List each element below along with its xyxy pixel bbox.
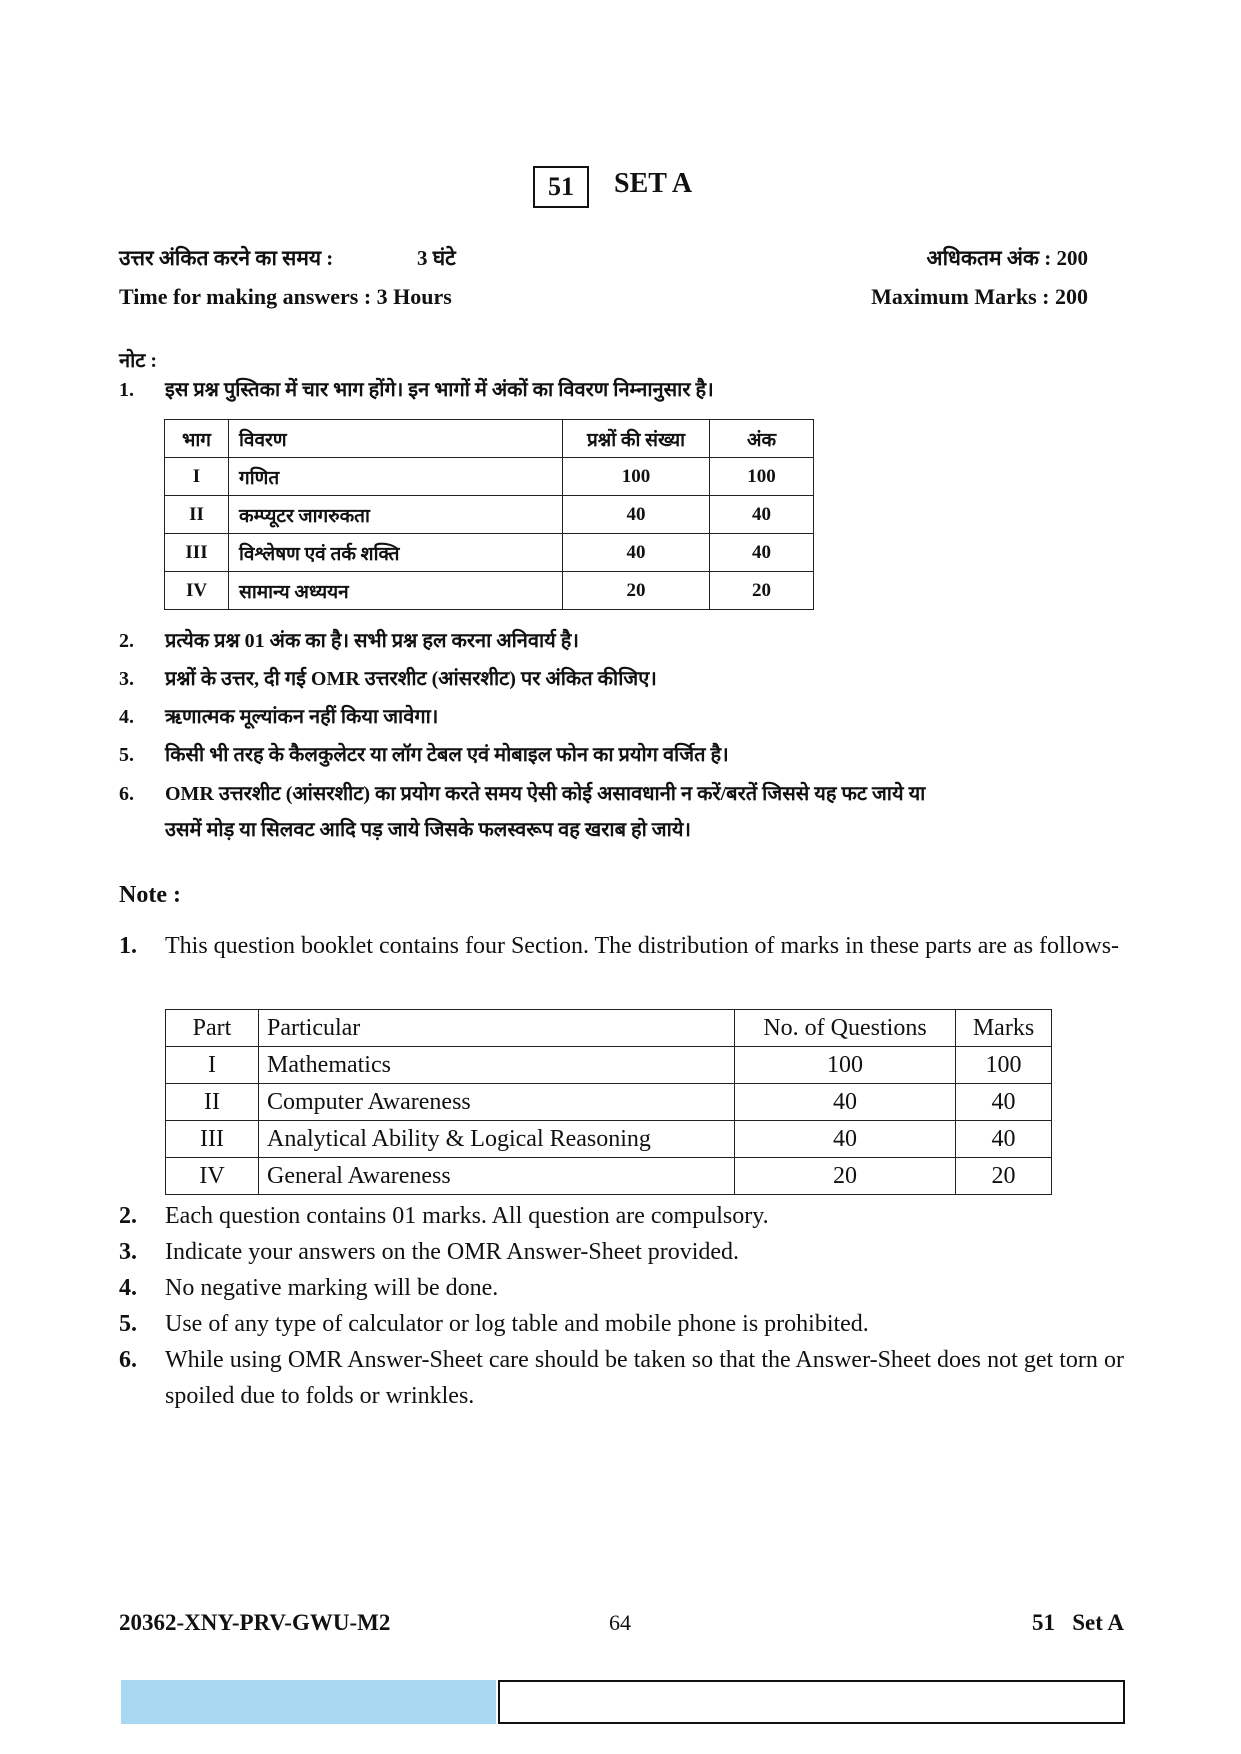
table-row <box>165 496 814 534</box>
marks-table-english <box>165 1009 1052 1195</box>
item-number: 2. <box>119 630 134 652</box>
table-row <box>166 1047 1052 1084</box>
item-text: OMR उत्तरशीट (आंसरशीट) का प्रयोग करते समय ऐसी कोई असावधानी न करें/बरतें जिससे यह फट जाये या <box>165 783 926 805</box>
item-number: 1. <box>119 379 134 401</box>
table-cell: 40 <box>710 534 814 572</box>
time-value-hindi: 3 घंटे <box>417 246 456 270</box>
item-number: 2. <box>119 1203 137 1229</box>
item-number: 5. <box>119 1311 137 1337</box>
item-text: Indicate your answers on the OMR Answer-Sheet provided. <box>165 1239 740 1265</box>
table-cell: 20 <box>956 1158 1052 1195</box>
table-header-cell: प्रश्नों की संख्या <box>563 420 710 458</box>
item-number: 5. <box>119 744 134 766</box>
table-header-cell: विवरण <box>229 420 563 458</box>
table-cell: 40 <box>563 534 710 572</box>
table-cell: 100 <box>735 1047 956 1084</box>
table-cell: 100 <box>710 458 814 496</box>
item-number: 3. <box>119 1239 137 1265</box>
table-cell: III <box>165 534 229 572</box>
table-cell: 40 <box>956 1084 1052 1121</box>
table-cell: कम्प्यूटर जागरुकता <box>229 496 563 534</box>
table-cell: II <box>165 496 229 534</box>
table-cell: 20 <box>735 1158 956 1195</box>
item-text: किसी भी तरह के कैलकुलेटर या लॉग टेबल एवं मोबाइल फोन का प्रयोग वर्जित है। <box>165 744 729 766</box>
table-header-row <box>165 420 814 458</box>
table-header-cell: Particular <box>259 1010 735 1047</box>
item-text: प्रत्येक प्रश्न 01 अंक का है। सभी प्रश्न हल करना अनिवार्य है। <box>165 630 579 652</box>
table-header-cell: Marks <box>956 1010 1052 1047</box>
max-marks-english: Maximum Marks : 200 <box>871 284 1088 309</box>
table-row <box>166 1121 1052 1158</box>
table-cell: General Awareness <box>259 1158 735 1195</box>
item-number: 3. <box>119 668 134 690</box>
table-cell: 100 <box>956 1047 1052 1084</box>
table-cell: गणित <box>229 458 563 496</box>
item-text: No negative marking will be done. <box>165 1275 499 1301</box>
item-text: उसमें मोड़ या सिलवट आदि पड़ जाये जिसके फलस्वरूप वह खराब हो जाये। <box>165 819 691 841</box>
table-cell: 40 <box>735 1084 956 1121</box>
marks-table-hindi <box>164 419 814 610</box>
item-number: 4. <box>119 706 134 728</box>
table-cell: विश्लेषण एवं तर्क शक्ति <box>229 534 563 572</box>
item-text: इस प्रश्न पुस्तिका में चार भाग होंगे। इन भागों में अंकों का विवरण निम्नानुसार है। <box>165 379 714 401</box>
time-label-hindi: उत्तर अंकित करने का समय : <box>119 246 334 270</box>
paper-code-box: 51 <box>533 166 589 208</box>
table-cell: 40 <box>710 496 814 534</box>
item-text: Use of any type of calculator or log table and mobile phone is prohibited. <box>165 1311 869 1337</box>
table-cell: IV <box>165 572 229 610</box>
item-text: This question booklet contains four Section. The distribution of marks in these parts are as follows- <box>165 933 1120 959</box>
table-cell: IV <box>166 1158 259 1195</box>
table-cell: 20 <box>710 572 814 610</box>
table-row <box>165 534 814 572</box>
item-number: 1. <box>119 933 137 959</box>
table-cell: 40 <box>563 496 710 534</box>
item-number: 6. <box>119 783 134 805</box>
table-cell: Analytical Ability & Logical Reasoning <box>259 1121 735 1158</box>
item-number: 4. <box>119 1275 137 1301</box>
footer-set-label: 51 Set A <box>1032 1610 1124 1635</box>
table-cell: I <box>165 458 229 496</box>
table-cell: 100 <box>563 458 710 496</box>
max-marks-hindi: अधिकतम अंक : 200 <box>926 246 1088 270</box>
footer-color-bar <box>121 1680 496 1724</box>
table-row <box>165 572 814 610</box>
table-row <box>166 1158 1052 1195</box>
item-text: Each question contains 01 marks. All question are compulsory. <box>165 1203 769 1229</box>
item-text: प्रश्नों के उत्तर, दी गई OMR उत्तरशीट (आंसरशीट) पर अंकित कीजिए। <box>165 668 657 690</box>
table-cell: 40 <box>735 1121 956 1158</box>
table-header-cell: भाग <box>165 420 229 458</box>
table-row <box>166 1084 1052 1121</box>
item-text: ऋणात्मक मूल्यांकन नहीं किया जावेगा। <box>165 706 439 728</box>
time-english: Time for making answers : 3 Hours <box>119 284 452 309</box>
set-label: SET A <box>614 168 693 199</box>
table-header-row <box>166 1010 1052 1047</box>
page-number: 64 <box>609 1610 631 1635</box>
footer-paper-code: 20362-XNY-PRV-GWU-M2 <box>119 1610 391 1635</box>
footer-empty-box <box>498 1680 1125 1724</box>
table-cell: I <box>166 1047 259 1084</box>
note-heading-hindi: नोट : <box>119 350 158 372</box>
item-number: 6. <box>119 1347 137 1373</box>
table-cell: Computer Awareness <box>259 1084 735 1121</box>
table-header-cell: Part <box>166 1010 259 1047</box>
table-cell: 40 <box>956 1121 1052 1158</box>
table-cell: III <box>166 1121 259 1158</box>
table-cell: 20 <box>563 572 710 610</box>
item-text: While using OMR Answer-Sheet care should be taken so that the Answer-Sheet does not get torn or spoiled due to folds or wrinkles. <box>165 1347 1124 1409</box>
table-header-cell: No. of Questions <box>735 1010 956 1047</box>
table-cell: II <box>166 1084 259 1121</box>
table-cell: Mathematics <box>259 1047 735 1084</box>
note-heading-english: Note : <box>119 882 181 908</box>
table-header-cell: अंक <box>710 420 814 458</box>
table-row <box>165 458 814 496</box>
table-cell: सामान्य अध्ययन <box>229 572 563 610</box>
